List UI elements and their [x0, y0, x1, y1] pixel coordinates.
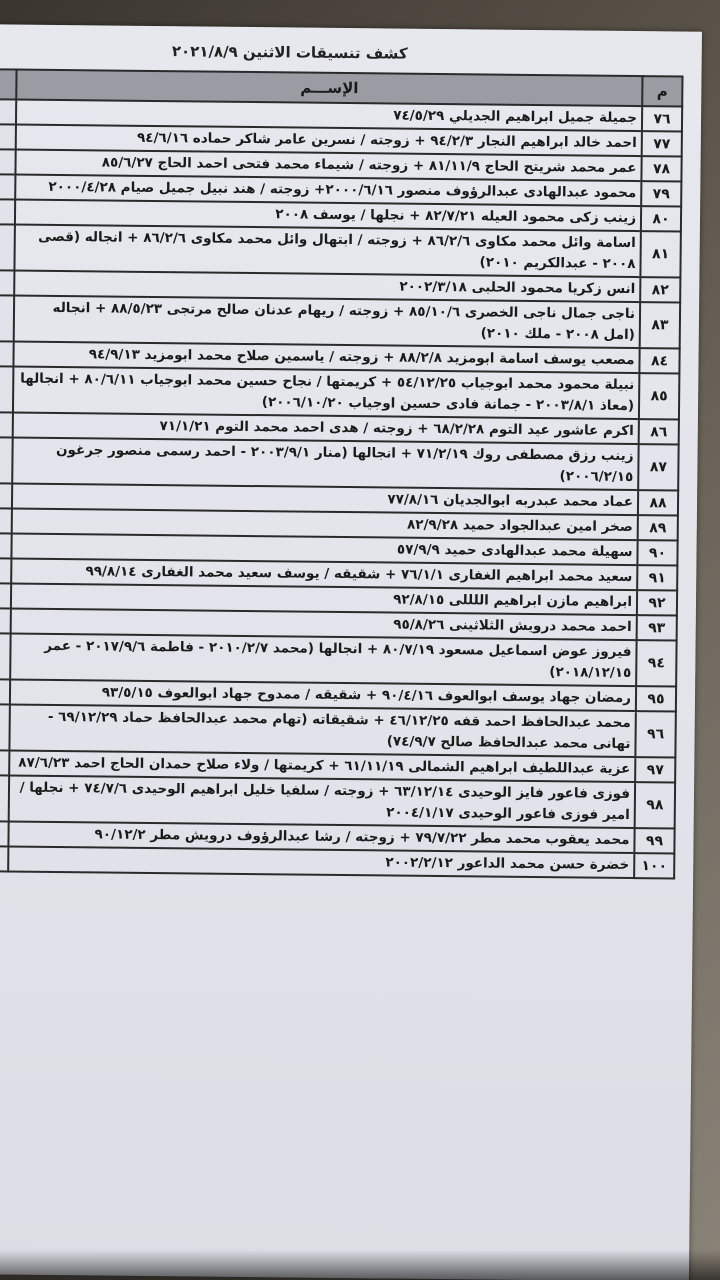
row-number: ٩٥: [636, 686, 676, 711]
row-number: ٨٣: [640, 302, 680, 348]
row-name: محمود عبدالهادى عبدالرؤوف منصور ٢٠٠٠/٦/١٦+ زوجته / هند نبيل جميل صيام ٢٠٠٠/٤/٢٨: [15, 175, 641, 207]
row-name: زينب زكى محمود العيله ٨٢/٧/٢١ + نجلها / يوسف ٢٠٠٨: [15, 200, 641, 232]
table-row: [0, 295, 680, 348]
row-extra-cell: [0, 846, 8, 871]
table-row: [0, 633, 677, 686]
row-extra-cell: [0, 270, 14, 295]
table-row: [0, 775, 675, 828]
row-extra-cell: [0, 224, 15, 270]
row-name: احمد محمد درويش الثلاثينى ٩٥/٨/٢٦: [11, 609, 637, 641]
row-name: محمد يعقوب محمد مطر ٧٩/٧/٢٢ + زوجته / رشا عبدالرؤوف درويش مطر ٩٠/١٢/٢: [8, 822, 634, 854]
row-extra-cell: [0, 558, 11, 583]
row-number: ٩٨: [635, 782, 675, 828]
name-column-header: الإســـم: [16, 70, 642, 107]
row-number: ٩١: [637, 565, 677, 590]
row-extra-cell: [0, 608, 11, 633]
row-extra-cell: [0, 821, 9, 846]
table-row: [0, 366, 679, 419]
row-name: سعيد محمد ابراهيم الغفارى ٧٦/١/١ + شقيقه / يوسف سعيد محمد الغفارى ٩٩/٨/١٤: [11, 559, 637, 591]
row-extra-cell: [0, 508, 12, 533]
row-name: جميلة جميل ابراهيم الجديلي ٧٤/٥/٢٩: [16, 100, 642, 132]
extra-column-header: [0, 69, 17, 99]
row-number: ٧٨: [641, 156, 681, 181]
roster-table: [0, 68, 684, 879]
number-column-header: م: [642, 76, 682, 106]
row-number: ٨٧: [638, 444, 678, 490]
row-name: مصعب يوسف اسامة ابومزيد ٨٨/٢/٨ + زوجته / ياسمين صلاح محمد ابومزيد ٩٤/٩/١٣: [13, 342, 639, 374]
row-extra-cell: [0, 750, 9, 775]
row-extra-cell: [0, 366, 13, 412]
row-extra-cell: [0, 583, 11, 608]
row-extra-cell: [0, 533, 12, 558]
row-number: ١٠٠: [634, 853, 674, 878]
row-name: احمد خالد ابراهيم النجار ٩٤/٢/٣ + زوجته / نسرين عامر شاكر حماده ٩٤/٦/١٦: [16, 125, 642, 157]
row-number: ٩٧: [635, 757, 675, 782]
document-title: كشف تنسيقات الاثنين ٢٠٢١/٨/٩: [171, 42, 408, 63]
row-name: رمضان جهاد يوسف ابوالعوف ٩٠/٤/١٦ + شقيقه / ممدوح جهاد ابوالعوف ٩٣/٥/١٥: [10, 680, 636, 712]
row-extra-cell: [0, 149, 16, 174]
row-extra-cell: [0, 437, 13, 483]
row-number: ٨٥: [639, 373, 679, 419]
row-number: ٧٧: [642, 131, 682, 156]
row-name: عمر محمد شريتح الحاج ٨١/١١/٩ + زوجته / شيماء محمد فتحى احمد الحاج ٨٥/٦/٢٧: [15, 150, 641, 182]
row-extra-cell: [0, 633, 11, 679]
row-number: ٨٨: [638, 490, 678, 515]
row-extra-cell: [0, 483, 12, 508]
row-extra-cell: [0, 124, 16, 149]
row-name: سهيلة محمد عبدالهادى حميد ٥٧/٩/٩: [11, 534, 637, 566]
row-name: عزية عبداللطيف ابراهيم الشمالى ٦١/١١/١٩ + كريمتها / ولاء صلاح حمدان الحاج احمد ٨٧/٦/٢٣: [9, 751, 635, 783]
row-number: ٨٩: [638, 515, 678, 540]
row-name: صخر امين عبدالجواد حميد ٨٢/٩/٢٨: [12, 509, 638, 541]
row-number: ٩٢: [637, 590, 677, 615]
row-extra-cell: [0, 412, 13, 437]
row-name: فيروز عوض اسماعيل مسعود ٨٠/٧/١٩ + انجالها (محمد ٢٠١٠/٢/٧ - فاطمة ٢٠١٧/٩/٦ - عمر ٢٠١٨/١٢/١٥): [10, 634, 636, 687]
paper-sheet: [0, 24, 702, 1280]
table-row: [0, 437, 679, 490]
row-name: ابراهيم مازن ابراهيم اللللى ٩٢/٨/١٥: [11, 584, 637, 616]
row-number: ٨٦: [639, 419, 679, 444]
row-number: ٨٢: [640, 277, 680, 302]
table-row: [0, 224, 681, 277]
row-number: ٩٦: [635, 711, 675, 757]
row-extra-cell: [0, 99, 16, 124]
row-number: ٨٤: [639, 348, 679, 373]
row-extra-cell: [0, 679, 10, 704]
row-name: انس زكريا محمود الحلبى ٢٠٠٢/٣/١٨: [14, 271, 640, 303]
row-name: عماد محمد عبدربه ابوالجديان ٧٧/٨/١٦: [12, 484, 638, 516]
row-number: ٩٩: [634, 828, 674, 853]
bottom-shadow: [0, 1250, 720, 1280]
row-name: محمد عبدالحافظ احمد قفه ٤٦/١٢/٢٥ + شقيقاته (تهام محمد عبدالحافظ حماد ٦٩/١٢/٢٩ - تهانى محمد عبدالحافظ صالح ٧٤/٩/٧): [9, 705, 635, 758]
row-extra-cell: [0, 174, 15, 199]
row-name: ناجى جمال ناجى الخصرى ٨٥/١٠/٦ + زوجته / ريهام عدنان صالح مرتجى ٨٨/٥/٢٣ + انجاله (امل ٢٠٠٨ - ملك ٢٠١٠): [14, 296, 640, 349]
row-extra-cell: [0, 199, 15, 224]
row-name: زينب رزق مصطفى روك ٧١/٢/١٩ + انجالها (منار ٢٠٠٣/٩/١ - احمد رسمى منصور جرغون ٢٠٠٦/٢/١٥): [12, 438, 638, 491]
row-number: ٩٤: [636, 640, 676, 686]
table-row: [0, 704, 676, 757]
row-extra-cell: [0, 704, 10, 750]
row-number: ٨١: [640, 231, 680, 277]
row-number: ٩٣: [637, 615, 677, 640]
row-number: ٩٠: [637, 540, 677, 565]
row-number: ٨٠: [641, 206, 681, 231]
row-extra-cell: [0, 775, 9, 821]
row-extra-cell: [0, 295, 14, 341]
row-name: فوزى فاعور فايز الوحيدى ٦٣/١٢/١٤ + زوجته / سلفيا خليل ابراهيم الوحيدى ٧٤/٧/٦ + نجلها / امير فوزى فاعور الوحيدى ٢٠٠٤/١/١٧: [9, 776, 635, 829]
row-name: اسامة وائل محمد مكاوى ٨٦/٢/٦ + زوجته / ابتهال وائل محمد مكاوى ٨٦/٢/٦ + انجاله (قصى ٢٠٠٨ - عبدالكريم ٢٠١٠): [14, 225, 640, 278]
row-extra-cell: [0, 341, 14, 366]
row-name: نبيلة محمود محمد ابوجياب ٥٤/١٢/٢٥ + كريمتها / نجاح حسين محمد ابوجياب ٨٠/٦/١١ + انجالها (معاذ ٢٠٠٣/٨/١ - جمانة فادى حسين اوجياب ٢٠٠٦/١٠/٢٠): [13, 367, 639, 420]
row-name: اكرم عاشور عيد التوم ٦٨/٢/٢٨ + زوجته / هدى احمد محمد التوم ٧١/١/٢١: [13, 413, 639, 445]
row-number: ٧٦: [642, 106, 682, 131]
row-name: خضرة حسن محمد الداعور ٢٠٠٢/٢/١٢: [8, 847, 634, 879]
row-number: ٧٩: [641, 181, 681, 206]
